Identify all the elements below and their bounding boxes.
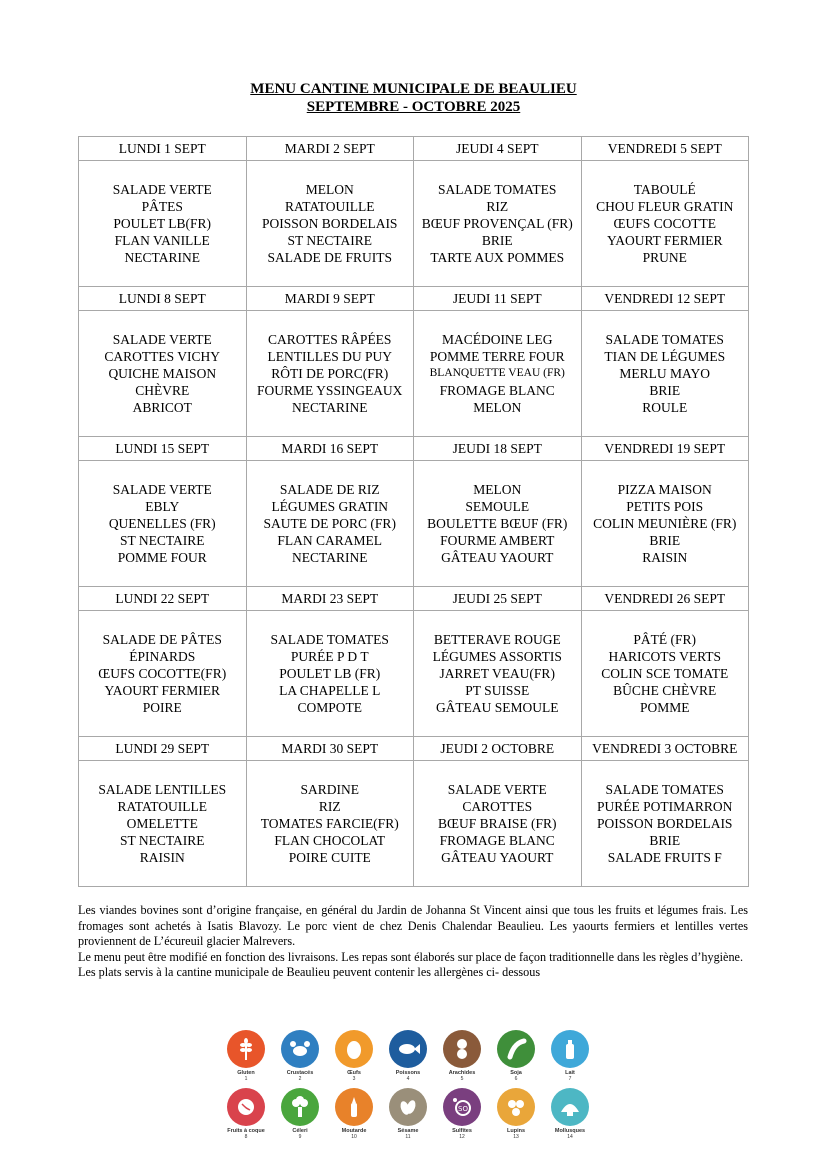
- dish-item: BRIE: [481, 233, 513, 248]
- wheat-icon: [227, 1030, 265, 1068]
- allergen-item: [332, 1030, 376, 1082]
- allergen-name: Mollusques: [554, 1128, 586, 1134]
- dish-item: RAISIN: [139, 850, 185, 865]
- dish-item: FROMAGE BLANC: [439, 833, 555, 848]
- dish-item: PÂTES: [141, 199, 183, 214]
- day-label: LUNDI 29 SEPT: [79, 737, 247, 761]
- day-label: JEUDI 2 OCTOBRE: [414, 737, 582, 761]
- dish-item: ŒUFS COCOTTE: [613, 216, 716, 231]
- dish-item: SALADE FRUITS F: [607, 850, 722, 865]
- week-header-row: [79, 287, 749, 311]
- dish-item: OMELETTE: [126, 816, 198, 831]
- dish-item: MELON: [473, 482, 522, 497]
- dish-item: POMME TERRE FOUR: [429, 349, 565, 364]
- dish-item: TIAN DE LÉGUMES: [604, 349, 726, 364]
- allergen-number: 5: [460, 1076, 464, 1082]
- allergen-number: 10: [351, 1134, 357, 1140]
- allergen-name: Céleri: [292, 1128, 308, 1134]
- allergen-name: Lupins: [506, 1128, 526, 1134]
- allergen-item: [224, 1088, 268, 1140]
- week-dishes-row: [79, 461, 749, 587]
- week-dishes-row: [79, 311, 749, 437]
- dish-item: FOURME YSSINGEAUX: [257, 383, 403, 398]
- notes: [78, 903, 748, 981]
- dish-item: RÔTI DE PORC(FR): [271, 366, 389, 381]
- dish-item: TABOULÉ: [633, 182, 696, 197]
- dish-item: NECTARINE: [124, 250, 200, 265]
- dish-item: SALADE TOMATES: [605, 782, 724, 797]
- dish-item: SALADE TOMATES: [438, 182, 557, 197]
- allergen-name: Poissons: [395, 1070, 421, 1076]
- allergen-item: [548, 1088, 592, 1140]
- dish-item: SALADE VERTE: [112, 332, 212, 347]
- allergen-item: [278, 1088, 322, 1140]
- allergen-name: Crustacés: [286, 1070, 314, 1076]
- allergen-item: [440, 1030, 484, 1082]
- allergen-item: [494, 1088, 538, 1140]
- allergen-item: [440, 1088, 484, 1140]
- dish-item: SALADE TOMATES: [270, 632, 389, 647]
- dish-item: CAROTTES RÂPÉES: [268, 332, 392, 347]
- allergen-name: Fruits à coque: [227, 1128, 265, 1134]
- week-header-row: [79, 587, 749, 611]
- dish-item: FLAN CARAMEL: [277, 533, 383, 548]
- page-title: MENU CANTINE MUNICIPALE DE BEAULIEU: [250, 81, 577, 97]
- allergen-number: 14: [567, 1134, 573, 1140]
- allergen-item: [224, 1030, 268, 1082]
- dish-item: POMME: [639, 700, 690, 715]
- allergen-number: 11: [405, 1134, 411, 1140]
- fish-icon: [389, 1030, 427, 1068]
- dish-item: BŒUF PROVENÇAL (FR): [421, 216, 573, 231]
- allergen-number: 12: [459, 1134, 465, 1140]
- dish-item: GÂTEAU SEMOULE: [435, 700, 559, 715]
- dish-item: RIZ: [318, 799, 341, 814]
- day-label: MARDI 2 SEPT: [246, 137, 414, 161]
- menu-table: [78, 136, 749, 887]
- dish-item: LENTILLES DU PUY: [267, 349, 392, 364]
- allergen-number: 7: [568, 1076, 572, 1082]
- dish-item: SALADE VERTE: [112, 482, 212, 497]
- dish-item: MACÉDOINE LEG: [441, 332, 553, 347]
- dish-item: TOMATES FARCIE(FR): [260, 816, 399, 831]
- nut-icon: [227, 1088, 265, 1126]
- day-label: VENDREDI 3 OCTOBRE: [581, 737, 749, 761]
- dish-item: BOULETTE BŒUF (FR): [427, 516, 568, 531]
- dish-item: MELON: [305, 182, 354, 197]
- dish-item: SALADE LENTILLES: [98, 782, 227, 797]
- dish-item: ST NECTAIRE: [119, 833, 205, 848]
- week-dishes-row: [79, 611, 749, 737]
- day-dishes: [246, 611, 414, 737]
- dish-item: MELON: [473, 400, 522, 415]
- dish-item: SALADE TOMATES: [605, 332, 724, 347]
- dish-item: CAROTTES: [462, 799, 533, 814]
- allergen-number: 6: [514, 1076, 518, 1082]
- notes-modification: Le menu peut être modifié en fonction des livraisons. Les repas sont élaborés sur place de façon traditionnelle dans les règles d’hygiène.: [78, 949, 744, 964]
- dish-item: SAUTE DE PORC (FR): [263, 516, 396, 531]
- page-subtitle: SEPTEMBRE - OCTOBRE 2025: [306, 99, 521, 115]
- allergen-name: Lait: [565, 1070, 575, 1076]
- notes-origin: Les viandes bovines sont d’origine française, en général du Jardin de Johanna St Vincent ainsi que tous les fruits et légumes frais. Les fromages sont achetés à Isatis Blavozy. Le porc vient de chez Denis Chalendar Beaulieu. Les yaourts fermiers et lentilles vertes proviennent de L’écureuil glacier Malrevers.: [78, 903, 748, 948]
- day-dishes: [414, 311, 582, 437]
- egg-icon: [335, 1030, 373, 1068]
- dish-item: RIZ: [486, 199, 509, 214]
- allergen-number: 13: [513, 1134, 519, 1140]
- day-label: LUNDI 22 SEPT: [79, 587, 247, 611]
- dish-item: POMME FOUR: [117, 550, 207, 565]
- dish-item: FLAN VANILLE: [114, 233, 210, 248]
- day-dishes: [79, 761, 247, 887]
- dish-item: CAROTTES VICHY: [104, 349, 221, 364]
- dish-item: YAOURT FERMIER: [606, 233, 723, 248]
- allergen-name: Œufs: [347, 1070, 361, 1076]
- allergen-name: Sulfites: [452, 1128, 472, 1134]
- day-dishes: [79, 311, 247, 437]
- dish-item: BLANQUETTE VEAU (FR): [429, 367, 565, 379]
- dish-item: JARRET VEAU(FR): [439, 666, 555, 681]
- dish-item: POULET LB (FR): [279, 666, 381, 681]
- day-dishes: [581, 161, 749, 287]
- dish-item: SALADE VERTE: [447, 782, 547, 797]
- celery-icon: [281, 1088, 319, 1126]
- dish-item: RAISIN: [642, 550, 688, 565]
- dish-item: SEMOULE: [465, 499, 530, 514]
- day-dishes: [79, 161, 247, 287]
- dish-item: EBLY: [145, 499, 180, 514]
- allergen-item: [494, 1030, 538, 1082]
- day-label: JEUDI 18 SEPT: [414, 437, 582, 461]
- dish-item: BRIE: [649, 833, 681, 848]
- dish-item: NECTARINE: [292, 400, 368, 415]
- allergen-name: Soja: [510, 1070, 522, 1076]
- dish-item: SALADE VERTE: [112, 182, 212, 197]
- dish-item: COLIN MEUNIÈRE (FR): [593, 516, 737, 531]
- dish-item: PIZZA MAISON: [617, 482, 712, 497]
- soy-icon: [497, 1030, 535, 1068]
- allergen-name: Arachides: [448, 1070, 476, 1076]
- day-label: MARDI 16 SEPT: [246, 437, 414, 461]
- dish-item: POIRE CUITE: [288, 850, 371, 865]
- week-dishes-row: [79, 161, 749, 287]
- dish-item: ŒUFS COCOTTE(FR): [98, 666, 227, 681]
- dish-item: POISSON BORDELAIS: [262, 216, 398, 231]
- dish-item: MERLU MAYO: [619, 366, 711, 381]
- day-dishes: [414, 161, 582, 287]
- dish-item: PURÉE POTIMARRON: [597, 799, 733, 814]
- allergen-item: [278, 1030, 322, 1082]
- dish-item: BRIE: [649, 533, 681, 548]
- allergen-name: Gluten: [237, 1070, 255, 1076]
- dish-item: RATATOUILLE: [117, 799, 207, 814]
- day-dishes: [246, 311, 414, 437]
- dish-item: LA CHAPELLE L: [279, 683, 381, 698]
- peanut-icon: [443, 1030, 481, 1068]
- allergen-item: [332, 1088, 376, 1140]
- week-header-row: [79, 137, 749, 161]
- week-header-row: [79, 737, 749, 761]
- day-dishes: [79, 611, 247, 737]
- day-label: LUNDI 15 SEPT: [79, 437, 247, 461]
- sulfite-icon: [443, 1088, 481, 1126]
- dish-item: PURÉE P D T: [290, 649, 369, 664]
- dish-item: NECTARINE: [292, 550, 368, 565]
- dish-item: ST NECTAIRE: [119, 533, 205, 548]
- lupin-icon: [497, 1088, 535, 1126]
- dish-item: GÂTEAU YAOURT: [441, 550, 554, 565]
- allergen-chart: [224, 1030, 604, 1150]
- day-label: MARDI 23 SEPT: [246, 587, 414, 611]
- day-dishes: [581, 761, 749, 887]
- dish-item: LÉGUMES GRATIN: [271, 499, 389, 514]
- day-label: MARDI 30 SEPT: [246, 737, 414, 761]
- allergen-item: [548, 1030, 592, 1082]
- day-label: LUNDI 1 SEPT: [79, 137, 247, 161]
- dish-item: SALADE DE RIZ: [279, 482, 380, 497]
- dish-item: POIRE: [142, 700, 182, 715]
- dish-item: SARDINE: [300, 782, 359, 797]
- dish-item: QUICHE MAISON: [108, 366, 217, 381]
- dish-item: FOURME AMBERT: [440, 533, 555, 548]
- day-dishes: [414, 761, 582, 887]
- day-label: VENDREDI 5 SEPT: [581, 137, 749, 161]
- dish-item: POULET LB(FR): [113, 216, 212, 231]
- allergen-number: 8: [244, 1134, 248, 1140]
- allergen-number: 2: [298, 1076, 302, 1082]
- week-header-row: [79, 437, 749, 461]
- dish-item: HARICOTS VERTS: [608, 649, 722, 664]
- day-label: MARDI 9 SEPT: [246, 287, 414, 311]
- dish-item: PT SUISSE: [465, 683, 530, 698]
- dish-item: ABRICOT: [132, 400, 192, 415]
- dish-item: QUENELLES (FR): [108, 516, 216, 531]
- day-label: LUNDI 8 SEPT: [79, 287, 247, 311]
- dish-item: GÂTEAU YAOURT: [441, 850, 554, 865]
- allergen-item: [386, 1088, 430, 1140]
- dish-item: CHOU FLEUR GRATIN: [596, 199, 734, 214]
- allergen-number: 9: [298, 1134, 302, 1140]
- dish-item: YAOURT FERMIER: [104, 683, 221, 698]
- allergen-item: [386, 1030, 430, 1082]
- dish-item: CHÈVRE: [135, 383, 190, 398]
- sesame-icon: [389, 1088, 427, 1126]
- dish-item: POISSON BORDELAIS: [597, 816, 733, 831]
- allergen-number: 3: [352, 1076, 356, 1082]
- crab-icon: [281, 1030, 319, 1068]
- day-dishes: [581, 311, 749, 437]
- day-label: VENDREDI 12 SEPT: [581, 287, 749, 311]
- dish-item: SALADE DE PÂTES: [102, 632, 222, 647]
- allergen-name: Sésame: [397, 1128, 419, 1134]
- day-dishes: [79, 461, 247, 587]
- day-label: VENDREDI 26 SEPT: [581, 587, 749, 611]
- day-dishes: [414, 461, 582, 587]
- dish-item: RATATOUILLE: [285, 199, 375, 214]
- dish-item: ST NECTAIRE: [287, 233, 373, 248]
- day-label: JEUDI 4 SEPT: [414, 137, 582, 161]
- svg-text:SO: SO: [458, 1105, 468, 1113]
- dish-item: COLIN SCE TOMATE: [601, 666, 729, 681]
- dish-item: COMPOTE: [297, 700, 362, 715]
- day-dishes: [246, 761, 414, 887]
- dish-item: BRIE: [649, 383, 681, 398]
- notes-allergens: Les plats servis à la cantine municipale de Beaulieu peuvent contenir les allergènes ci- dessous: [78, 965, 541, 979]
- dish-item: PÂTÉ (FR): [633, 632, 697, 647]
- dish-item: SALADE DE FRUITS: [267, 250, 392, 265]
- dish-item: ÉPINARDS: [129, 649, 196, 664]
- mustard-icon: [335, 1088, 373, 1126]
- dish-item: FROMAGE BLANC: [439, 383, 555, 398]
- day-dishes: [246, 461, 414, 587]
- shell-icon: [551, 1088, 589, 1126]
- dish-item: LÉGUMES ASSORTIS: [432, 649, 562, 664]
- dish-item: TARTE AUX POMMES: [430, 250, 565, 265]
- day-dishes: [414, 611, 582, 737]
- dish-item: BÛCHE CHÈVRE: [613, 683, 717, 698]
- day-dishes: [246, 161, 414, 287]
- dish-item: ROULE: [642, 400, 688, 415]
- dish-item: PRUNE: [642, 250, 687, 265]
- dish-item: BETTERAVE ROUGE: [433, 632, 561, 647]
- day-label: JEUDI 11 SEPT: [414, 287, 582, 311]
- day-dishes: [581, 611, 749, 737]
- allergen-number: 4: [406, 1076, 410, 1082]
- dish-item: FLAN CHOCOLAT: [274, 833, 386, 848]
- week-dishes-row: [79, 761, 749, 887]
- day-label: JEUDI 25 SEPT: [414, 587, 582, 611]
- allergen-number: 1: [244, 1076, 248, 1082]
- milk-icon: [551, 1030, 589, 1068]
- day-label: VENDREDI 19 SEPT: [581, 437, 749, 461]
- dish-item: PETITS POIS: [626, 499, 704, 514]
- allergen-name: Moutarde: [341, 1128, 367, 1134]
- day-dishes: [581, 461, 749, 587]
- dish-item: BŒUF BRAISE (FR): [437, 816, 557, 831]
